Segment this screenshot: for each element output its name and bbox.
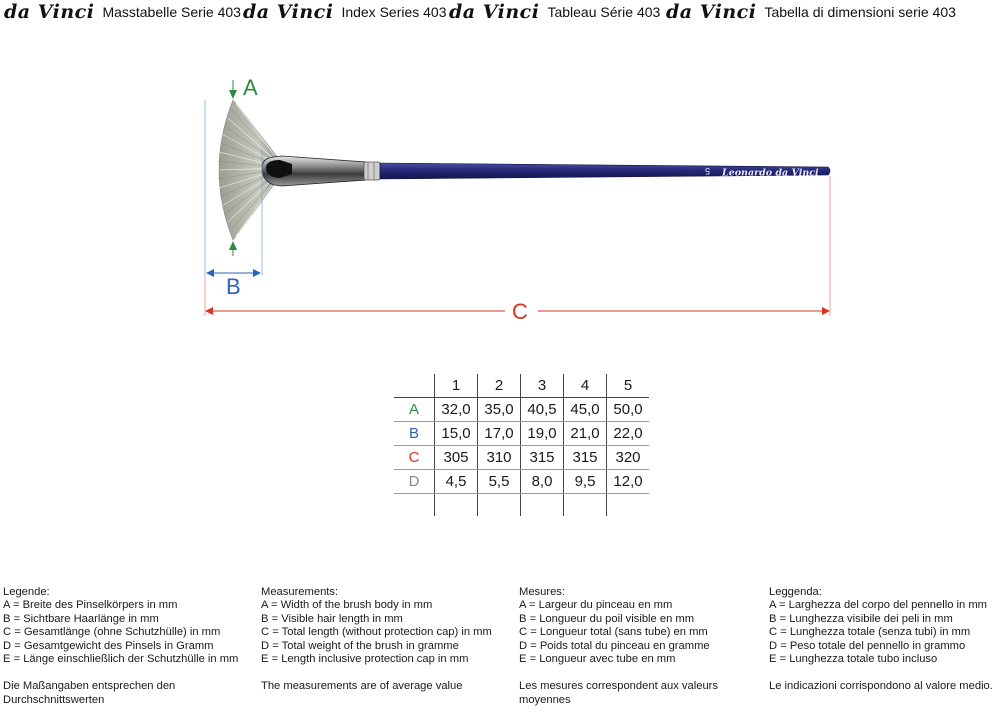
arrow-up-icon [229,241,237,250]
table-cell: 9,5 [564,470,607,494]
row-label-a: A [394,398,435,422]
header-title-it: Tabella di dimensioni serie 403 [764,4,956,20]
arrow-right-icon [822,307,830,315]
table-header-row [394,374,649,398]
legend-item: B = Sichtbare Haarlänge in mm [3,612,159,625]
legend-item: E = Lunghezza totale tubo incluso [769,653,938,666]
legend-item: B = Longueur du poil visible en mm [519,612,695,625]
brush-handle [380,163,830,179]
header-title-fr: Tableau Série 403 [547,4,661,20]
davinci-logo: da Vinci [449,1,540,23]
table-header-cell: 4 [564,374,607,398]
header-segment-de [4,2,241,22]
table-header-cell: 1 [435,374,478,398]
davinci-logo: da Vinci [666,1,757,23]
header [0,0,1000,24]
table-cell: 4,5 [435,470,478,494]
table-cell: 315 [564,446,607,470]
legend-item: B = Visible hair length in mm [261,612,403,625]
table-cell: 310 [478,446,521,470]
arrow-left-icon [205,307,213,315]
header-segment-it [666,2,956,22]
legend-item: C = Lunghezza totale (senza tubi) in mm [769,626,971,639]
table-cell: 305 [435,446,478,470]
legend-item: D = Total weight of the brush in gramme [261,639,459,652]
table-header-cell: 2 [478,374,521,398]
table-cell: 8,0 [521,470,564,494]
table-cell: 35,0 [478,398,521,422]
row-label-d: D [394,470,435,494]
legend-de [3,586,243,707]
table-header-cell: 5 [607,374,650,398]
legend-it [769,586,998,694]
davinci-logo: da Vinci [243,1,334,23]
table-cell: 19,0 [521,422,564,446]
handle-size-mark: 5 [704,166,710,176]
table-cell: 40,5 [521,398,564,422]
legend-title: Legende: [3,586,50,598]
legend-item: A = Width of the brush body in mm [261,599,433,612]
header-segment-fr [449,2,660,22]
header-title-de: Masstabelle Serie 403 [102,4,241,20]
table-row-empty [394,494,649,517]
legend-item: A = Largeur du pinceau en mm [519,599,673,612]
legend-en [261,586,511,694]
table-cell: 315 [521,446,564,470]
legend-note: The measurements are of average value [261,680,463,693]
table-cell-empty [435,494,478,517]
row-label-b: B [394,422,435,446]
table-cell-empty [478,494,521,517]
legend-title: Leggenda: [769,586,822,598]
legend-title: Mesures: [519,586,566,598]
table-cell: 50,0 [607,398,650,422]
handle-brand-text: Leonardo da Vinci [722,167,819,179]
legend-item: C = Gesamtlänge (ohne Schutzhülle) in mm [3,626,221,639]
legend-fr [519,586,759,707]
brush-ferrule [262,156,380,186]
legend-item: E = Length inclusive protection cap in mm [261,653,469,666]
table-cell-empty [394,494,435,517]
legend-item: D = Poids total du pinceau en gramme [519,639,710,652]
arrow-left-icon [206,269,214,277]
table-cell: 45,0 [564,398,607,422]
table-cell: 15,0 [435,422,478,446]
legend-note: Le indicazioni corrispondono al valore medio. [769,680,993,693]
arrow-right-icon [253,269,261,277]
legend-note: Die Maßangaben entsprechen den Durchschnittswerten [3,680,176,706]
header-title-en: Index Series 403 [341,4,447,20]
legend-item: C = Longueur total (sans tube) en mm [519,626,708,639]
dimension-c [205,176,830,324]
table-cell-empty [607,494,650,517]
dimension-b-label: B [226,274,241,299]
table-cell-empty [564,494,607,517]
table-cell: 5,5 [478,470,521,494]
legend-note: Les mesures correspondent aux valeurs moyennes [519,680,718,706]
row-label-c: C [394,446,435,470]
dimension-c-label: C [512,299,528,324]
table-cell: 22,0 [607,422,650,446]
header-segment-en [243,2,447,22]
table-cell: 32,0 [435,398,478,422]
legend-item: D = Peso totale del pennello in grammo [769,639,966,652]
legend-item: A = Larghezza del corpo del pennello in mm [769,599,987,612]
table-cell: 17,0 [478,422,521,446]
legend-item: D = Gesamtgewicht des Pinsels in Gramm [3,639,214,652]
dimension-a-label: A [243,75,258,100]
table-row [394,470,649,494]
brush-diagram [0,60,1000,340]
arrow-down-icon [229,90,237,99]
legend-item: A = Breite des Pinselkörpers in mm [3,599,178,612]
table-cell: 21,0 [564,422,607,446]
legend-title: Measurements: [261,586,339,598]
legend-item: B = Lunghezza visibile dei peli in mm [769,612,953,625]
legend-item: C = Total length (without protection cap) in mm [261,626,492,639]
table-row [394,446,649,470]
table-header-cell: 3 [521,374,564,398]
table-row [394,422,649,446]
table-header-corner [394,374,435,398]
table-cell-empty [521,494,564,517]
table-cell: 12,0 [607,470,650,494]
legend-item: E = Länge einschließlich der Schutzhülle in mm [3,653,239,666]
davinci-logo: da Vinci [4,1,95,23]
table-row [394,398,649,422]
table-cell: 320 [607,446,650,470]
size-table [394,374,649,516]
legend-item: E = Longueur avec tube en mm [519,653,676,666]
